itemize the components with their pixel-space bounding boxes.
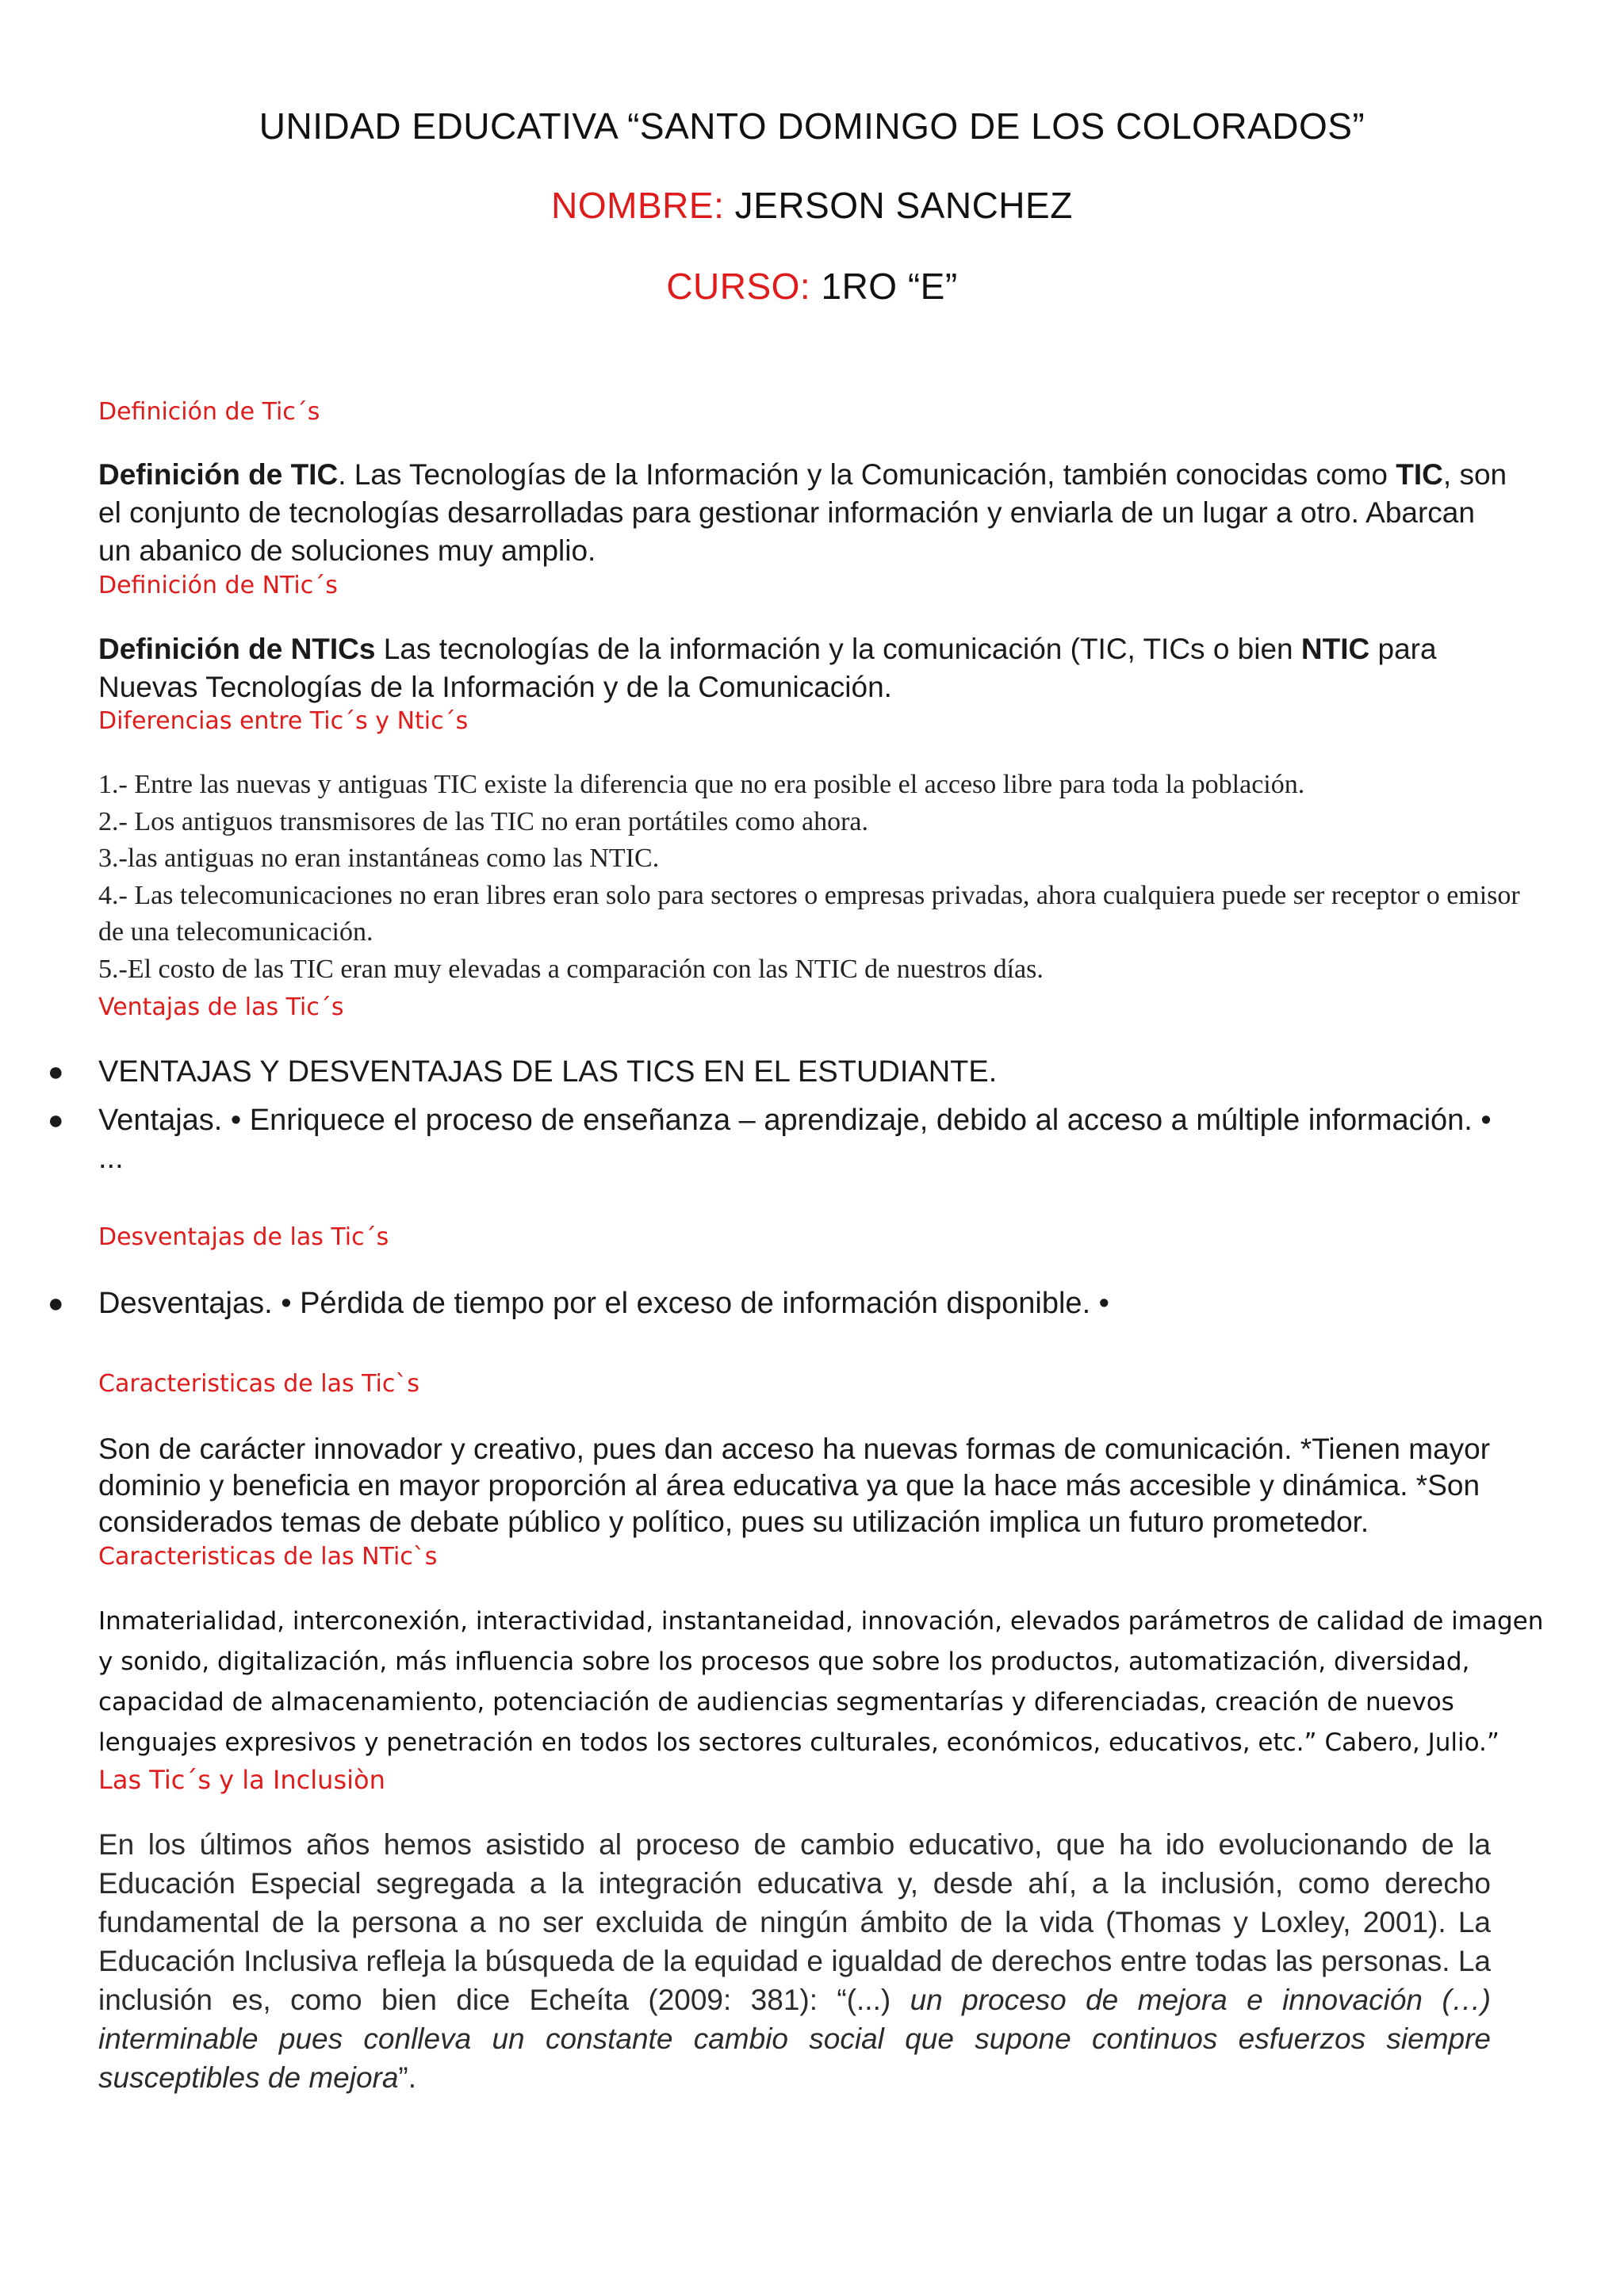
bullet-item [48,1284,1507,1322]
bullet-text: Ventajas. • Enriquece el proceso de enseñanza – aprendizaje, debido al acceso a múltiple información. • ... [98,1104,1492,1175]
text: ”. [398,2061,417,2094]
text: para Nuevas Tecnologías de la Información y de la Comunicación. [98,633,1437,703]
bold-term: NTIC [1300,633,1370,665]
bullet-item [48,1101,1507,1177]
paragraph-caracteristicas-tic: Son de carácter innovador y creativo, pues dan acceso ha nuevas formas de comunicación. *Tienen mayor dominio y beneficia en mayor proporción al área educativa ya que la hace más accesible y dinámica. *Son considerados temas de debate público y político, pues su utilización implica un futuro prometedor. [98,1433,1491,1538]
name-value: JERSON SANCHEZ [724,185,1073,226]
bullet-item [48,1053,1507,1091]
heading-desventajas: Desventajas de las Tic´s [98,1223,389,1251]
heading-diferencias: Diferencias entre Tic´s y Ntic´s [98,707,469,735]
course-value: 1RO “E” [810,266,958,307]
bold-term: Definición de TIC [98,458,339,491]
heading-ntic: Definición de NTic´s [98,572,338,599]
bullet-text: Desventajas. • Pérdida de tiempo por el exceso de información disponible. • [98,1287,1109,1320]
course-label: CURSO: [666,266,811,307]
bold-term: Definición de NTICs [98,633,376,665]
bullet-icon: ● [48,1057,64,1087]
paragraph-inclusion [98,1825,1491,2097]
heading-ventajas: Ventajas de las Tic´s [98,993,344,1021]
heading-inclusion: Las Tic´s y la Inclusiòn [98,1765,385,1795]
school-title: UNIDAD EDUCATIVA “SANTO DOMINGO DE LOS COLORADOS” [259,105,1365,147]
paragraph-caracteristicas-ntic: Inmaterialidad, interconexión, interactividad, instantaneidad, innovación, elevados parámetros de calidad de imagen y sonido, digitalización, más influencia sobre los procesos que sobre los productos, automatización, diversidad, capacidad de almacenamiento, potenciación de audiencias segmentarías y diferenciadas, creación de nuevos lenguajes expresivos y penetración en todos los sectores culturales, económicos, educativos, etc.” Cabero, Julio.” [98,1607,1544,1757]
text: , son el conjunto de tecnologías desarrolladas para gestionar información y enviarla de un lugar a otro. Abarcan un abanico de soluciones muy amplio. [98,458,1507,567]
list-item: 5.-El costo de las TIC eran muy elevadas a comparación con las NTIC de nuestros días. [98,954,1044,984]
text: Las tecnologías de la información y la comunicación (TIC, TICs o bien [375,633,1301,665]
text: En los últimos años hemos asistido al proceso de cambio educativo, que ha ido evolucionando de la Educación Especial segregada a la integración educativa y, desde ahí, a la inclusión, como derecho fundamental de la persona a no ser excluida de ningún ámbito de la vida (Thomas y Loxley, 2001). La Educación Inclusiva refleja la búsqueda de la equidad e igualdad de derechos entre todas las personas. La inclusión es, como bien dice Echeíta (2009: 381): “(...) [98,1828,1491,2016]
name-label: NOMBRE: [551,185,725,226]
bullet-text: VENTAJAS Y DESVENTAJAS DE LAS TICS EN EL ESTUDIANTE. [98,1055,998,1089]
bold-term: TIC [1396,458,1443,491]
paragraph-tic [98,456,1510,570]
list-item: 4.- Las telecomunicaciones no eran libres eran solo para sectores o empresas privadas, ahora cualquiera puede ser receptor o emisor de una telecomunicación. [98,880,1520,947]
text: . Las Tecnologías de la Información y la Comunicación, también conocidas como [338,458,1396,491]
course-line [0,265,1624,308]
list-diferencias [98,767,1526,988]
list-item: 3.-las antiguas no eran instantáneas como las NTIC. [98,844,660,873]
italic-quote: un proceso de mejora e innovación (…) interminable pues conlleva un constante cambio social que supone continuos esfuerzos siempre susceptibles de mejora [98,1984,1491,2094]
list-item: 2.- Los antiguos transmisores de las TIC no eran portátiles como ahora. [98,806,868,836]
paragraph-ntic [98,630,1510,706]
list-item: 1.- Entre las nuevas y antiguas TIC existe la diferencia que no era posible el acceso libre para toda la población. [98,770,1305,799]
heading-tic: Definición de Tic´s [98,398,320,426]
heading-caracteristicas-tic: Caracteristicas de las Tic`s [98,1370,419,1398]
bullet-icon: ● [48,1288,64,1318]
bullet-icon: ● [48,1105,64,1135]
student-name-line [0,184,1624,227]
heading-caracteristicas-ntic: Caracteristicas de las NTic`s [98,1543,438,1571]
